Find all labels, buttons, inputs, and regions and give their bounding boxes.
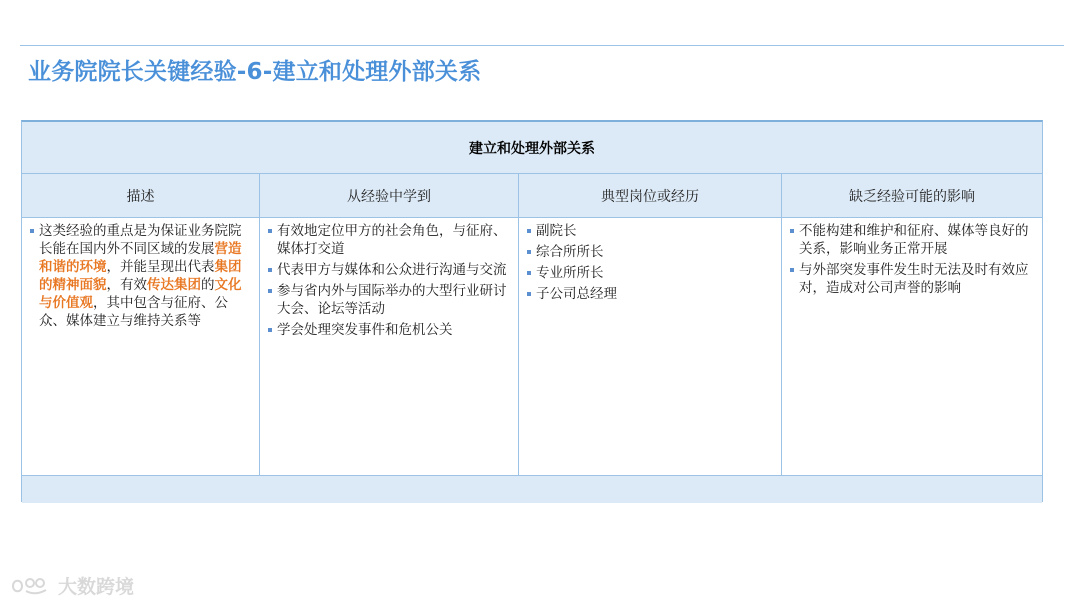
impact-text: 不能构建和维护和征府、媒体等良好的关系，影响业务正常开展: [799, 223, 1029, 257]
bullet-icon: [268, 268, 272, 272]
learned-item: [268, 261, 510, 279]
learned-text: 学会处理突发事件和危机公关: [277, 322, 453, 338]
header-description: 描述: [22, 174, 260, 217]
top-divider: [20, 45, 1064, 46]
description-text: 的: [201, 277, 215, 293]
highlight-convey-group: 传达集团: [147, 277, 201, 293]
position-text: 子公司总经理: [536, 286, 617, 302]
description-text: ，并能呈现出代表: [106, 259, 215, 275]
learned-cell: [260, 218, 519, 475]
impact-item: [790, 261, 1034, 297]
slide-title: 业务院院长关键经验-6-建立和处理外部关系: [28, 59, 482, 85]
table-body-row: [22, 218, 1042, 476]
position-item: [527, 285, 773, 303]
learned-item: [268, 321, 510, 339]
learned-item: [268, 282, 510, 318]
learned-item: [268, 222, 510, 258]
bullet-icon: [527, 292, 531, 296]
highlight-group-spirit: 集团的精神面貌: [39, 259, 242, 293]
position-text: 综合所所长: [536, 244, 604, 260]
bullet-icon: [268, 229, 272, 233]
header-positions: 典型岗位或经历: [519, 174, 782, 217]
bullet-icon: [268, 328, 272, 332]
header-impact: 缺乏经验可能的影响: [849, 188, 975, 205]
positions-cell: [519, 218, 782, 475]
learned-text: 代表甲方与媒体和公众进行沟通与交流: [277, 262, 507, 278]
impact-cell: [782, 218, 1042, 475]
position-text: 专业所所长: [536, 265, 604, 281]
bullet-icon: [790, 229, 794, 233]
table-footer-row: [22, 476, 1042, 503]
table-caption: 建立和处理外部关系: [22, 122, 1042, 174]
position-text: 副院长: [536, 223, 577, 239]
position-item: [527, 264, 773, 282]
learned-text: 参与省内外与国际举办的大型行业研讨大会、论坛等活动: [277, 283, 507, 317]
bullet-icon: [527, 271, 531, 275]
description-text: ，其中包含与征府、公众、媒体建立与维持关系等: [39, 295, 228, 329]
header-learned: 从经验中学到: [260, 174, 519, 217]
bullet-icon: [30, 229, 34, 233]
highlight-culture-values: 文化与价值观: [39, 277, 242, 311]
position-item: [527, 222, 773, 240]
position-item: [527, 243, 773, 261]
description-text: 这类经验的重点是为保证业务院院长能在国内外不同区域的发展: [39, 223, 242, 257]
highlight-harmonious-environment: 营造和谐的环境: [39, 241, 242, 275]
description-item: [30, 222, 251, 330]
description-cell: [22, 218, 260, 475]
impact-item: [790, 222, 1034, 258]
learned-text: 有效地定位甲方的社会角色，与征府、媒体打交道: [277, 223, 507, 257]
bullet-icon: [268, 289, 272, 293]
watermark-logo-icon: [10, 575, 52, 597]
watermark: [10, 572, 134, 599]
bullet-icon: [527, 250, 531, 254]
impact-text: 与外部突发事件发生时无法及时有效应对，造成对公司声誉的影响: [799, 262, 1029, 296]
description-text: ，有效: [106, 277, 147, 293]
bullet-icon: [527, 229, 531, 233]
bullet-icon: [790, 268, 794, 272]
watermark-text: 大数跨境: [58, 576, 135, 598]
table-header-row: [22, 174, 1042, 218]
experience-table: [21, 120, 1043, 502]
